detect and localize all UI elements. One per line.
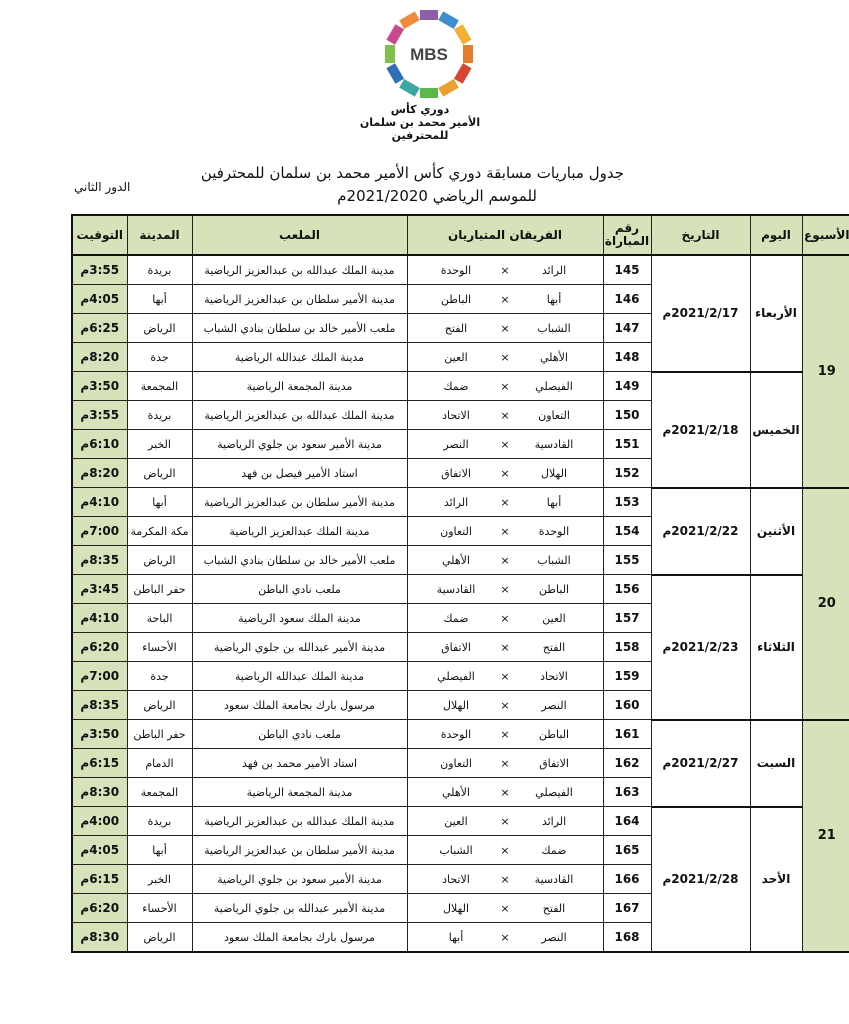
stadium-name: مدينة الملك عبدالله بن عبدالعزيز الرياضية: [192, 807, 407, 836]
home-team: الرائد: [541, 814, 567, 828]
schedule-body: [72, 255, 849, 952]
stadium-name: مدينة الأمير عبدالله بن جلوي الرياضية: [192, 894, 407, 923]
kickoff-time: 8:35م: [72, 546, 127, 575]
kickoff-time: 3:50م: [72, 372, 127, 401]
kickoff-time: 8:20م: [72, 343, 127, 372]
kickoff-time: 4:00م: [72, 807, 127, 836]
city-name: الرياض: [127, 459, 192, 488]
away-team: الأهلي: [442, 785, 470, 799]
stadium-name: مدينة الملك عبدالله الرياضية: [192, 662, 407, 691]
city-name: بريدة: [127, 401, 192, 430]
week-number: 20: [802, 488, 849, 720]
match-number: 153: [603, 488, 651, 517]
city-name: الرياض: [127, 546, 192, 575]
league-logo-icon: [383, 8, 475, 100]
away-team: الوحدة: [440, 727, 472, 741]
col-header-time: التوقيت: [72, 215, 127, 255]
city-name: الأحساء: [127, 894, 192, 923]
versus-symbol: ×: [500, 408, 510, 422]
away-team: الهلال: [442, 698, 470, 712]
home-team: الشباب: [537, 321, 571, 335]
match-teams: [407, 807, 603, 836]
match-date: 2021/2/23م: [651, 575, 750, 720]
table-row: [72, 372, 849, 401]
col-header-date: التاريخ: [651, 215, 750, 255]
table-row: [72, 575, 849, 604]
stadium-name: ملعب نادي الباطن: [192, 720, 407, 749]
league-name-line-2: الأمير محمد بن سلمان: [359, 116, 481, 129]
kickoff-time: 3:50م: [72, 720, 127, 749]
city-name: حفر الباطن: [127, 575, 192, 604]
versus-symbol: ×: [500, 350, 510, 364]
match-number: 157: [603, 604, 651, 633]
match-number: 156: [603, 575, 651, 604]
kickoff-time: 3:45م: [72, 575, 127, 604]
match-number: 160: [603, 691, 651, 720]
svg-text:MBS: MBS: [410, 45, 448, 64]
stadium-name: ملعب الأمير خالد بن سلطان بنادي الشباب: [192, 546, 407, 575]
stadium-name: مدينة الأمير سلطان بن عبدالعزيز الرياضية: [192, 488, 407, 517]
home-team: القادسية: [534, 872, 574, 886]
match-date: 2021/2/22م: [651, 488, 750, 575]
stadium-name: استاد الأمير فيصل بن فهد: [192, 459, 407, 488]
versus-symbol: ×: [500, 582, 510, 596]
home-team: الباطن: [538, 727, 570, 741]
match-date: 2021/2/18م: [651, 372, 750, 488]
home-team: القادسية: [534, 437, 574, 451]
match-date: 2021/2/27م: [651, 720, 750, 807]
kickoff-time: 6:15م: [72, 749, 127, 778]
match-teams: [407, 923, 603, 953]
match-number: 151: [603, 430, 651, 459]
city-name: الخبر: [127, 865, 192, 894]
table-row: [72, 255, 849, 285]
city-name: الباحة: [127, 604, 192, 633]
city-name: الرياض: [127, 314, 192, 343]
match-teams: [407, 575, 603, 604]
stadium-name: مرسول بارك بجامعة الملك سعود: [192, 691, 407, 720]
page-subtitle: للموسم الرياضي 2021/2020م: [337, 187, 537, 205]
away-team: أبها: [448, 930, 464, 944]
away-team: الاتحاد: [442, 872, 470, 886]
away-team: القادسية: [436, 582, 476, 596]
kickoff-time: 3:55م: [72, 401, 127, 430]
home-team: الباطن: [538, 582, 570, 596]
kickoff-time: 6:10م: [72, 430, 127, 459]
round-label: الدور الثاني: [74, 180, 131, 194]
kickoff-time: 4:05م: [72, 285, 127, 314]
kickoff-time: 8:30م: [72, 923, 127, 953]
city-name: المجمعة: [127, 778, 192, 807]
match-number: 165: [603, 836, 651, 865]
kickoff-time: 4:10م: [72, 488, 127, 517]
day-name: الخميس: [750, 372, 802, 488]
home-team: الفيصلي: [535, 785, 573, 799]
kickoff-time: 7:00م: [72, 662, 127, 691]
away-team: الفيصلي: [437, 669, 475, 683]
home-team: الهلال: [540, 466, 568, 480]
city-name: المجمعة: [127, 372, 192, 401]
home-team: الأهلي: [540, 350, 568, 364]
city-name: جدة: [127, 662, 192, 691]
versus-symbol: ×: [500, 524, 510, 538]
stadium-name: مدينة المجمعة الرياضية: [192, 372, 407, 401]
home-team: الرائد: [541, 263, 567, 277]
home-team: العين: [542, 611, 566, 625]
week-number: 21: [802, 720, 849, 953]
city-name: أبها: [127, 836, 192, 865]
away-team: الفتح: [444, 321, 468, 335]
match-number: 163: [603, 778, 651, 807]
match-date: 2021/2/28م: [651, 807, 750, 953]
stadium-name: ملعب الأمير خالد بن سلطان بنادي الشباب: [192, 314, 407, 343]
match-teams: [407, 720, 603, 749]
match-teams: [407, 285, 603, 314]
home-team: التعاون: [538, 408, 570, 422]
versus-symbol: ×: [500, 756, 510, 770]
city-name: الرياض: [127, 923, 192, 953]
home-team: الفيصلي: [535, 379, 573, 393]
match-teams: [407, 894, 603, 923]
match-teams: [407, 372, 603, 401]
match-teams: [407, 314, 603, 343]
match-number: 145: [603, 255, 651, 285]
home-team: الفتح: [542, 901, 566, 915]
kickoff-time: 4:05م: [72, 836, 127, 865]
away-team: العين: [444, 814, 468, 828]
city-name: أبها: [127, 285, 192, 314]
col-header-teams: الفريقان المتباريان: [407, 215, 603, 255]
col-header-city: المدينة: [127, 215, 192, 255]
kickoff-time: 8:35م: [72, 691, 127, 720]
match-number: 168: [603, 923, 651, 953]
match-number: 159: [603, 662, 651, 691]
versus-symbol: ×: [500, 437, 510, 451]
away-team: التعاون: [440, 756, 472, 770]
kickoff-time: 6:20م: [72, 633, 127, 662]
home-team: النصر: [541, 930, 567, 944]
match-teams: [407, 343, 603, 372]
city-name: بريدة: [127, 255, 192, 285]
match-teams: [407, 749, 603, 778]
away-team: الاتحاد: [442, 408, 470, 422]
versus-symbol: ×: [500, 698, 510, 712]
versus-symbol: ×: [500, 553, 510, 567]
versus-symbol: ×: [500, 814, 510, 828]
stadium-name: مدينة المجمعة الرياضية: [192, 778, 407, 807]
away-team: التعاون: [440, 524, 472, 538]
match-schedule-table: [71, 214, 849, 953]
match-number: 150: [603, 401, 651, 430]
match-number: 147: [603, 314, 651, 343]
versus-symbol: ×: [500, 379, 510, 393]
versus-symbol: ×: [500, 930, 510, 944]
match-teams: [407, 459, 603, 488]
page-title: جدول مباريات مسابقة دوري كأس الأمير محمد بن سلمان للمحترفين: [200, 164, 624, 182]
city-name: الرياض: [127, 691, 192, 720]
versus-symbol: ×: [500, 785, 510, 799]
away-team: الشباب: [439, 843, 473, 857]
league-name-line-1: دوري كأس: [390, 103, 450, 116]
versus-symbol: ×: [500, 611, 510, 625]
away-team: الوحدة: [440, 263, 472, 277]
col-header-stadium: الملعب: [192, 215, 407, 255]
stadium-name: مدينة الأمير سعود بن جلوي الرياضية: [192, 430, 407, 459]
kickoff-time: 3:55م: [72, 255, 127, 285]
table-row: [72, 720, 849, 749]
match-teams: [407, 836, 603, 865]
away-team: ضمك: [443, 379, 469, 393]
home-team: أبها: [546, 292, 562, 306]
versus-symbol: ×: [500, 263, 510, 277]
match-teams: [407, 430, 603, 459]
match-teams: [407, 662, 603, 691]
city-name: أبها: [127, 488, 192, 517]
kickoff-time: 8:20م: [72, 459, 127, 488]
stadium-name: مدينة الملك سعود الرياضية: [192, 604, 407, 633]
table-row: [72, 488, 849, 517]
match-number: 152: [603, 459, 651, 488]
match-number: 167: [603, 894, 651, 923]
stadium-name: مدينة الأمير سلطان بن عبدالعزيز الرياضية: [192, 836, 407, 865]
city-name: مكة المكرمة: [127, 517, 192, 546]
stadium-name: مرسول بارك بجامعة الملك سعود: [192, 923, 407, 953]
match-teams: [407, 255, 603, 285]
stadium-name: مدينة الملك عبدالله بن عبدالعزيز الرياضية: [192, 401, 407, 430]
versus-symbol: ×: [500, 640, 510, 654]
league-name-line-3: للمحترفين: [391, 129, 449, 142]
versus-symbol: ×: [500, 727, 510, 741]
versus-symbol: ×: [500, 843, 510, 857]
day-name: الثلاثاء: [750, 575, 802, 720]
away-team: ضمك: [443, 611, 469, 625]
stadium-name: مدينة الملك عبدالله الرياضية: [192, 343, 407, 372]
match-teams: [407, 691, 603, 720]
match-number: 155: [603, 546, 651, 575]
stadium-name: مدينة الملك عبدالعزيز الرياضية: [192, 517, 407, 546]
match-number: 162: [603, 749, 651, 778]
away-team: الهلال: [442, 901, 470, 915]
city-name: بريدة: [127, 807, 192, 836]
kickoff-time: 6:20م: [72, 894, 127, 923]
home-team: الاتحاد: [540, 669, 568, 683]
match-number: 161: [603, 720, 651, 749]
versus-symbol: ×: [500, 321, 510, 335]
versus-symbol: ×: [500, 669, 510, 683]
stadium-name: مدينة الملك عبدالله بن عبدالعزيز الرياضية: [192, 255, 407, 285]
day-name: السبت: [750, 720, 802, 807]
match-teams: [407, 401, 603, 430]
match-number: 164: [603, 807, 651, 836]
kickoff-time: 4:10م: [72, 604, 127, 633]
away-team: الأهلي: [442, 553, 470, 567]
versus-symbol: ×: [500, 872, 510, 886]
week-number: 19: [802, 255, 849, 488]
stadium-name: مدينة الأمير سعود بن جلوي الرياضية: [192, 865, 407, 894]
away-team: الاتفاق: [441, 640, 471, 654]
home-team: الوحدة: [538, 524, 570, 538]
table-header-row: [72, 215, 849, 255]
home-team: الاتفاق: [539, 756, 569, 770]
city-name: حفر الباطن: [127, 720, 192, 749]
kickoff-time: 6:15م: [72, 865, 127, 894]
city-name: جدة: [127, 343, 192, 372]
home-team: أبها: [546, 495, 562, 509]
city-name: الأحساء: [127, 633, 192, 662]
stadium-name: مدينة الأمير سلطان بن عبدالعزيز الرياضية: [192, 285, 407, 314]
col-header-match-no: رقم المباراة: [603, 215, 651, 255]
match-teams: [407, 517, 603, 546]
match-number: 154: [603, 517, 651, 546]
col-header-week: الأسبوع: [802, 215, 849, 255]
stadium-name: استاد الأمير محمد بن فهد: [192, 749, 407, 778]
table-row: [72, 807, 849, 836]
match-number: 146: [603, 285, 651, 314]
match-teams: [407, 488, 603, 517]
away-team: الاتفاق: [441, 466, 471, 480]
home-team: ضمك: [541, 843, 567, 857]
home-team: الشباب: [537, 553, 571, 567]
day-name: الأربعاء: [750, 255, 802, 372]
stadium-name: ملعب نادي الباطن: [192, 575, 407, 604]
away-team: النصر: [443, 437, 469, 451]
away-team: العين: [444, 350, 468, 364]
match-date: 2021/2/17م: [651, 255, 750, 372]
match-number: 148: [603, 343, 651, 372]
match-number: 166: [603, 865, 651, 894]
kickoff-time: 7:00م: [72, 517, 127, 546]
stadium-name: مدينة الأمير عبدالله بن جلوي الرياضية: [192, 633, 407, 662]
away-team: الباطن: [440, 292, 472, 306]
match-teams: [407, 604, 603, 633]
col-header-day: اليوم: [750, 215, 802, 255]
home-team: الفتح: [542, 640, 566, 654]
versus-symbol: ×: [500, 901, 510, 915]
away-team: الرائد: [443, 495, 469, 509]
match-number: 158: [603, 633, 651, 662]
versus-symbol: ×: [500, 495, 510, 509]
day-name: الأثنين: [750, 488, 802, 575]
city-name: الدمام: [127, 749, 192, 778]
match-teams: [407, 633, 603, 662]
kickoff-time: 8:30م: [72, 778, 127, 807]
match-teams: [407, 778, 603, 807]
versus-symbol: ×: [500, 292, 510, 306]
match-teams: [407, 865, 603, 894]
city-name: الخبر: [127, 430, 192, 459]
kickoff-time: 6:25م: [72, 314, 127, 343]
match-teams: [407, 546, 603, 575]
day-name: الأحد: [750, 807, 802, 953]
home-team: النصر: [541, 698, 567, 712]
match-number: 149: [603, 372, 651, 401]
versus-symbol: ×: [500, 466, 510, 480]
